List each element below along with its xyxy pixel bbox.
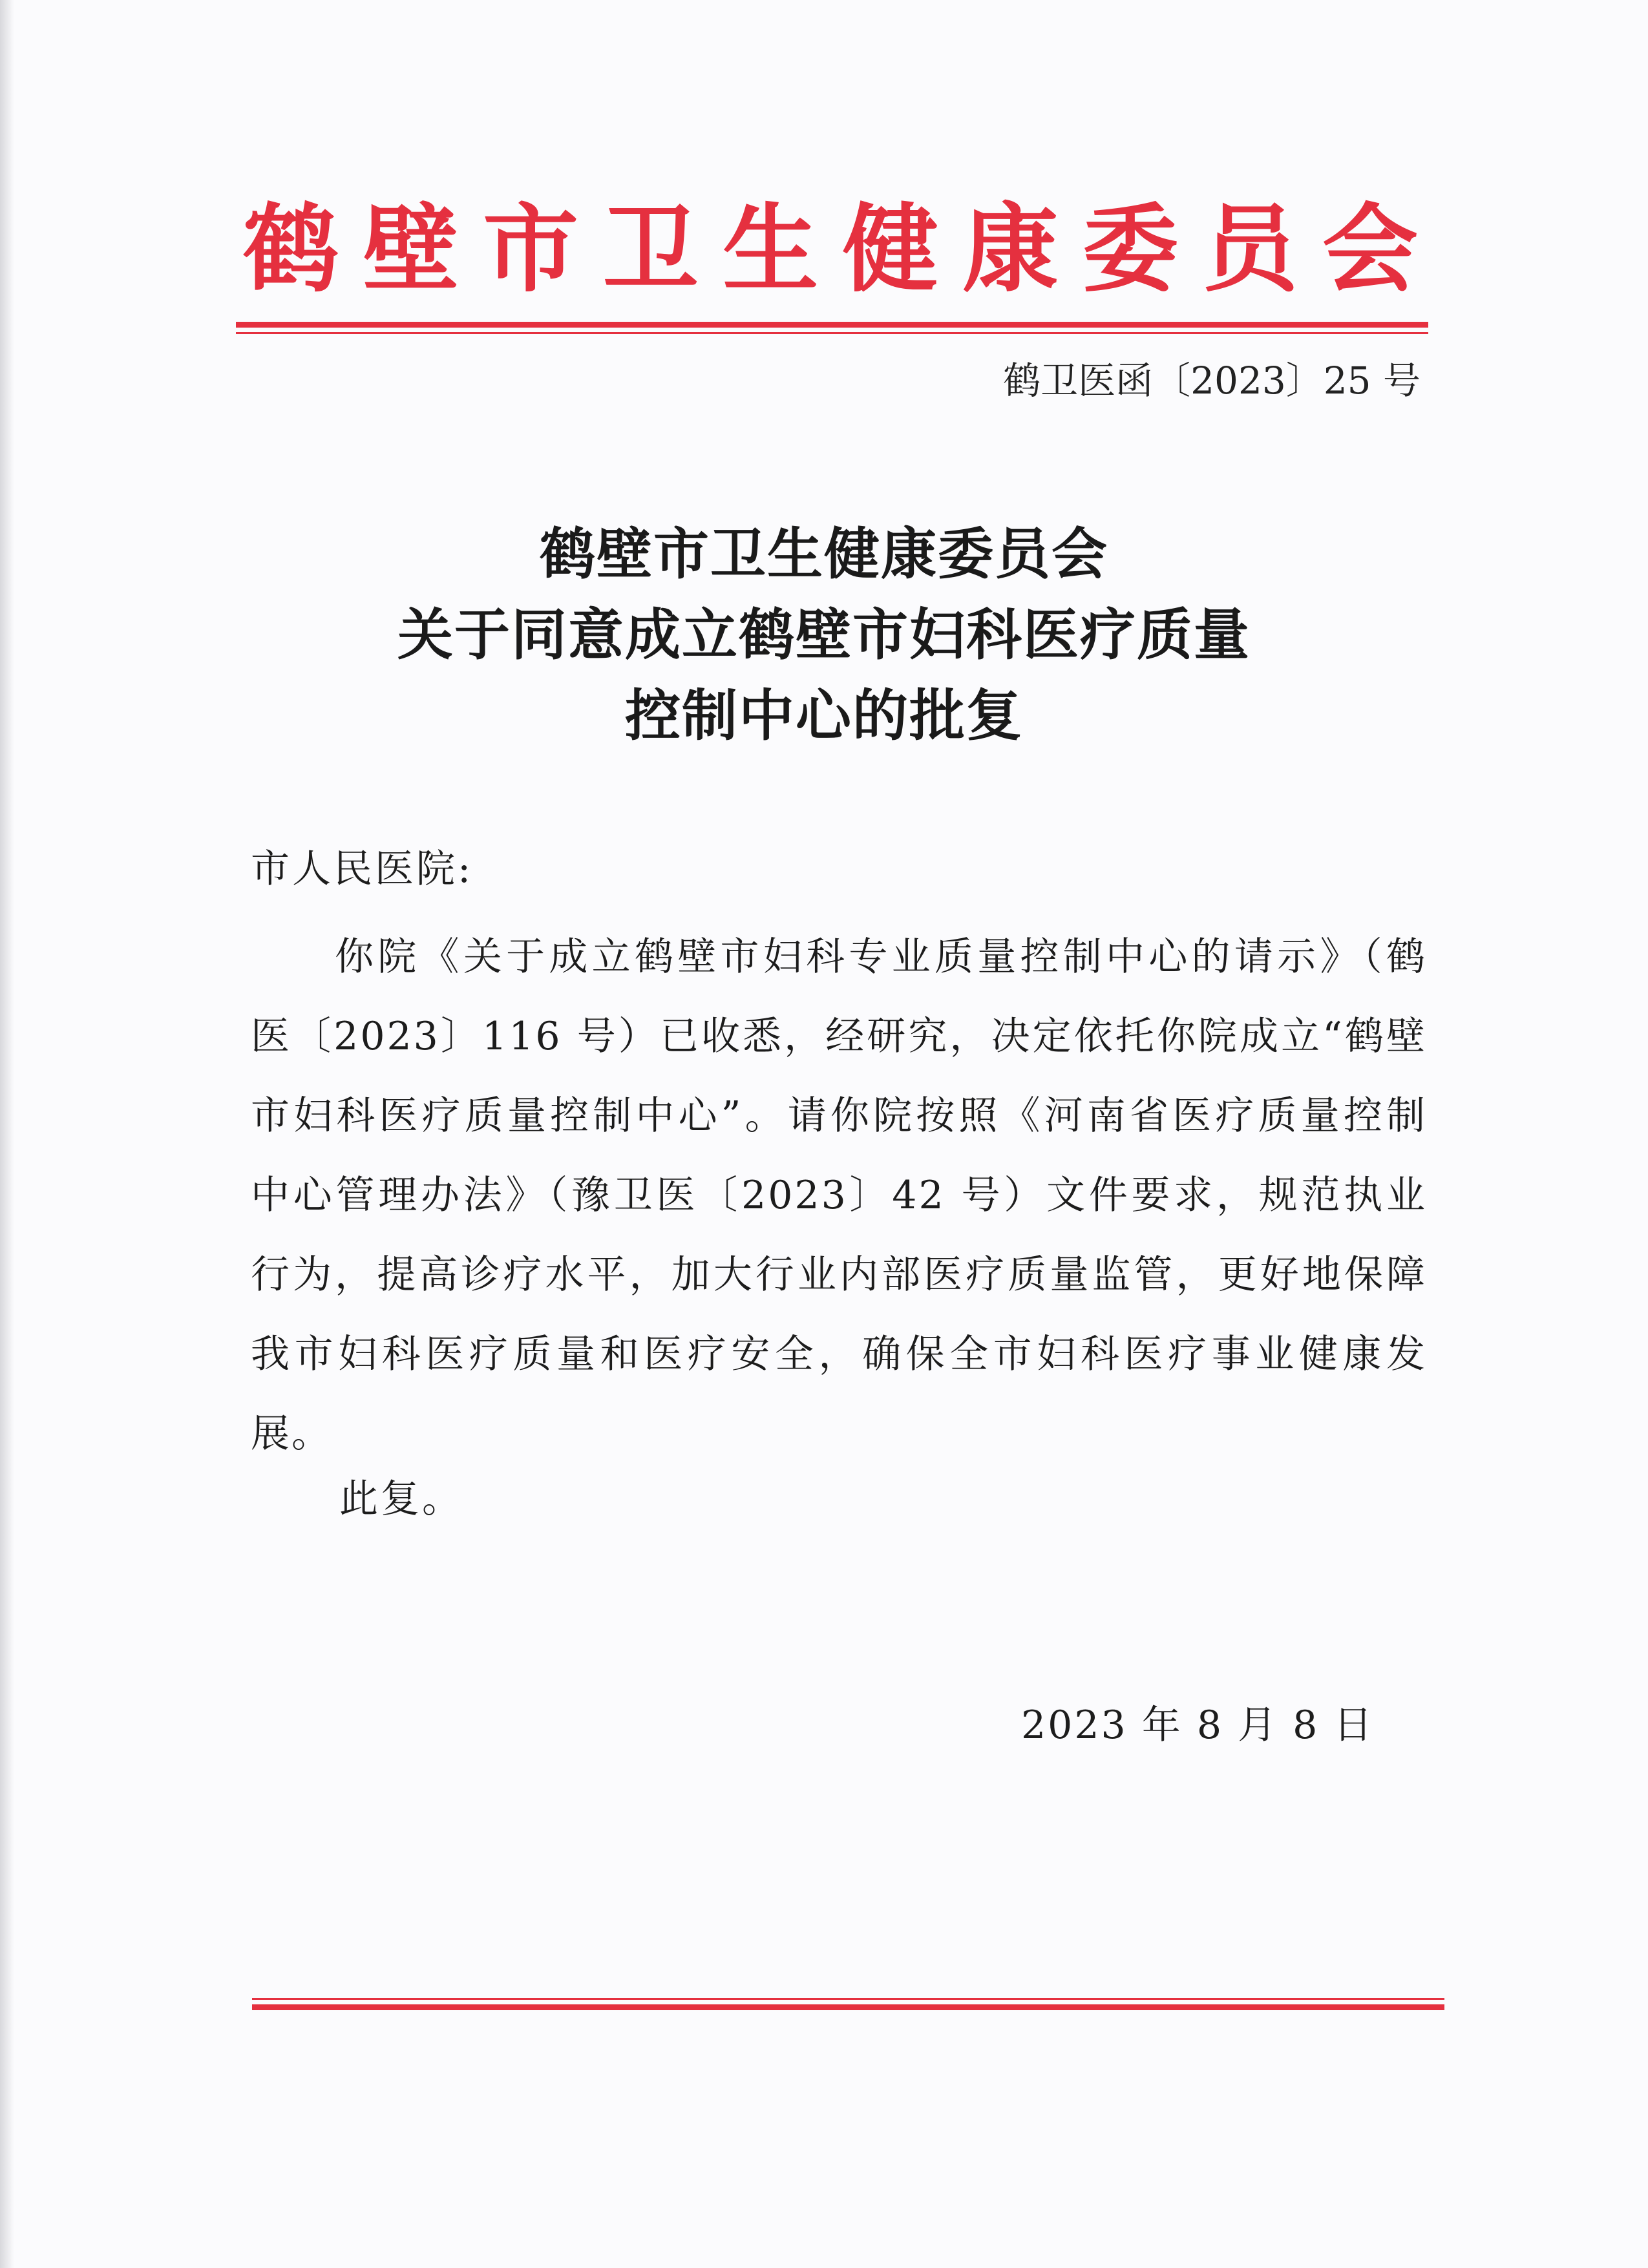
footer-rule-thin [252,1998,1444,2000]
body-line: 医〔2023〕116 号）已收悉，经研究，决定依托你院成立“鹤壁 [251,1014,1427,1059]
masthead-char: 康 [962,193,1059,305]
document-number: 鹤卫医函〔2023〕25 号 [1003,359,1421,403]
masthead [236,184,1425,313]
closing-text: 此复。 [339,1476,463,1522]
masthead-char: 市 [483,193,579,305]
scan-edge-shadow [0,0,14,2268]
masthead-char: 员 [1202,193,1298,305]
body-line: 行为，提高诊疗水平，加大行业内部医疗质量监管，更好地保障 [251,1252,1427,1297]
masthead-char: 卫 [602,193,699,305]
masthead-char: 壁 [363,193,459,305]
masthead-char: 生 [723,193,819,305]
issue-date: 2023 年 8 月 8 日 [1021,1703,1375,1748]
masthead-char: 会 [1322,193,1418,305]
masthead-char: 鹤 [243,193,339,305]
body-line: 展。 [251,1411,332,1456]
header-rule-thin [236,332,1428,334]
header-rule-thick [236,322,1428,328]
title-line: 控制中心的批复 [625,683,1023,748]
body-line: 中心管理办法》（豫卫医〔2023〕42 号）文件要求，规范执业 [251,1173,1427,1218]
body-line: 我市妇科医疗质量和医疗安全，确保全市妇科医疗事业健康发 [251,1332,1427,1377]
salutation: 市人民医院: [251,846,474,892]
masthead-char: 健 [842,193,938,305]
body-text [251,918,1427,1474]
title-line: 关于同意成立鹤壁市妇科医疗质量 [397,602,1251,667]
masthead-char: 委 [1082,193,1178,305]
title-line: 鹤壁市卫生健康委员会 [540,521,1108,587]
body-line: 市妇科医疗质量控制中心”。请你院按照《河南省医疗质量控制 [251,1093,1427,1139]
footer-rule-thick [252,2004,1444,2010]
body-line: 你院《关于成立鹤壁市妇科专业质量控制中心的请示》（鹤 [335,934,1427,980]
document-title [0,514,1648,756]
